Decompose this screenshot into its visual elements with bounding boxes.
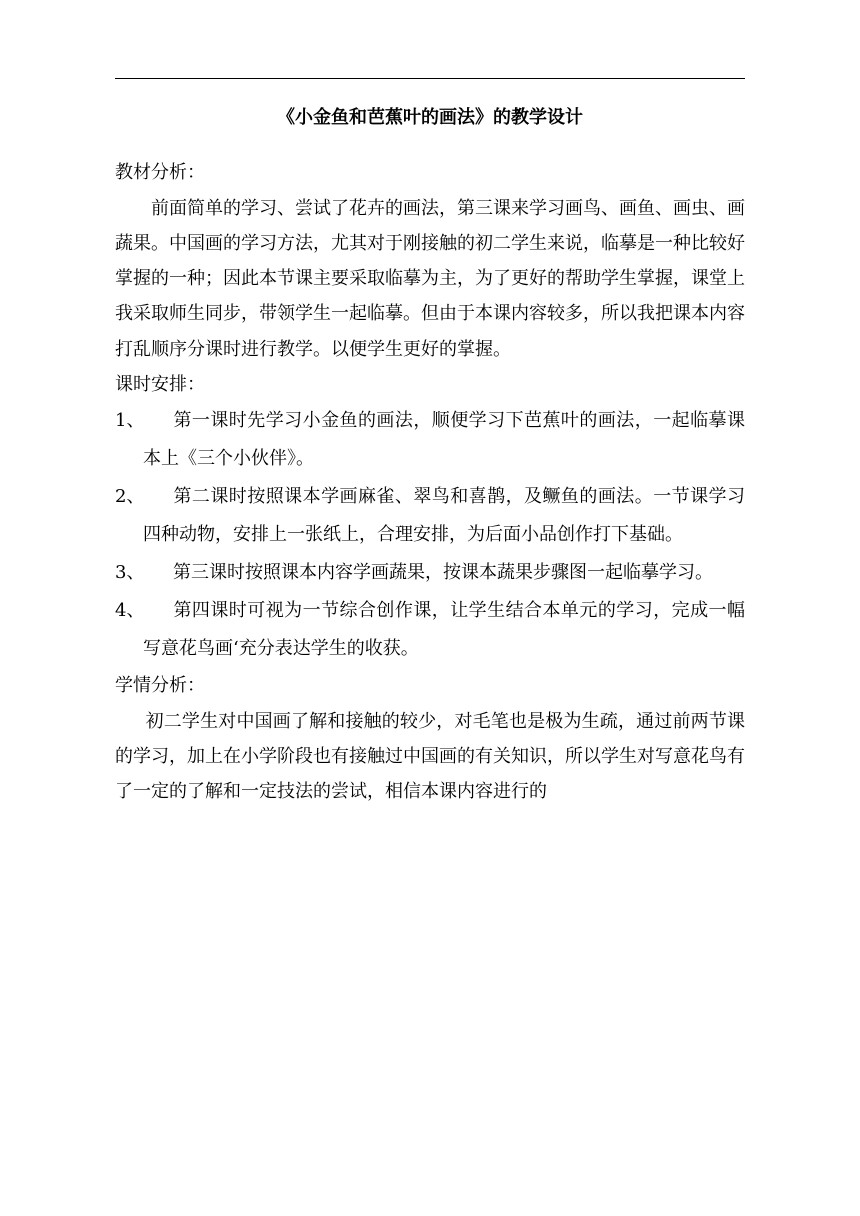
schedule-list bbox=[115, 402, 745, 668]
list-item-number: 3、 bbox=[115, 562, 145, 584]
document-title: 《小金鱼和芭蕉叶的画法》的教学设计 bbox=[277, 107, 583, 128]
document-body bbox=[115, 100, 745, 810]
paragraph-students: 初二学生对中国画了解和接触的较少，对毛笔也是极为生疏，通过前两节课的学习，加上在小学阶段也有接触过中国画的有关知识，所以学生对写意花鸟有了一定的了解和一定技法的尝试，相信本课内容进行的 bbox=[115, 710, 745, 803]
header-rule bbox=[115, 78, 745, 79]
paragraph-analysis: 前面简单的学习、尝试了花卉的画法，第三课来学习画鸟、画鱼、画虫、画蔬果。中国画的学习方法，尤其对于刚接触的初二学生来说，临摹是一种比较好掌握的一种；因此本节课主要采取临摹为主，为了更好的帮助学生掌握，课堂上我采取师生同步，带领学生一起临摹。但由于本课内容较多，所以我把课本内容打乱顺序分课时进行教学。以便学生更好的掌握。 bbox=[115, 197, 745, 360]
section-heading-schedule: 课时安排： bbox=[115, 374, 205, 396]
section-heading-students: 学情分析： bbox=[115, 675, 205, 697]
list-item bbox=[115, 478, 745, 554]
list-item bbox=[115, 554, 745, 592]
list-item-number: 2、 bbox=[115, 486, 145, 508]
list-item-text: 第一课时先学习小金鱼的画法，顺便学习下芭蕉叶的画法，一起临摹课本上《三个小伙伴》。 bbox=[143, 410, 745, 470]
list-item-number: 1、 bbox=[115, 410, 145, 432]
list-item-text: 第三课时按照课本内容学画蔬果，按课本蔬果步骤图一起临摹学习。 bbox=[173, 562, 713, 584]
list-item-number: 4、 bbox=[115, 600, 145, 622]
list-item-text: 第二课时按照课本学画麻雀、翠鸟和喜鹊，及鳜鱼的画法。一节课学习四种动物，安排上一张纸上，合理安排，为后面小品创作打下基础。 bbox=[143, 486, 745, 546]
section-heading-analysis: 教材分析： bbox=[115, 162, 205, 184]
list-item bbox=[115, 402, 745, 478]
list-item bbox=[115, 592, 745, 668]
list-item-text: 第四课时可视为一节综合创作课，让学生结合本单元的学习，完成一幅写意花鸟画‘充分表达学生的收获。 bbox=[143, 600, 745, 660]
